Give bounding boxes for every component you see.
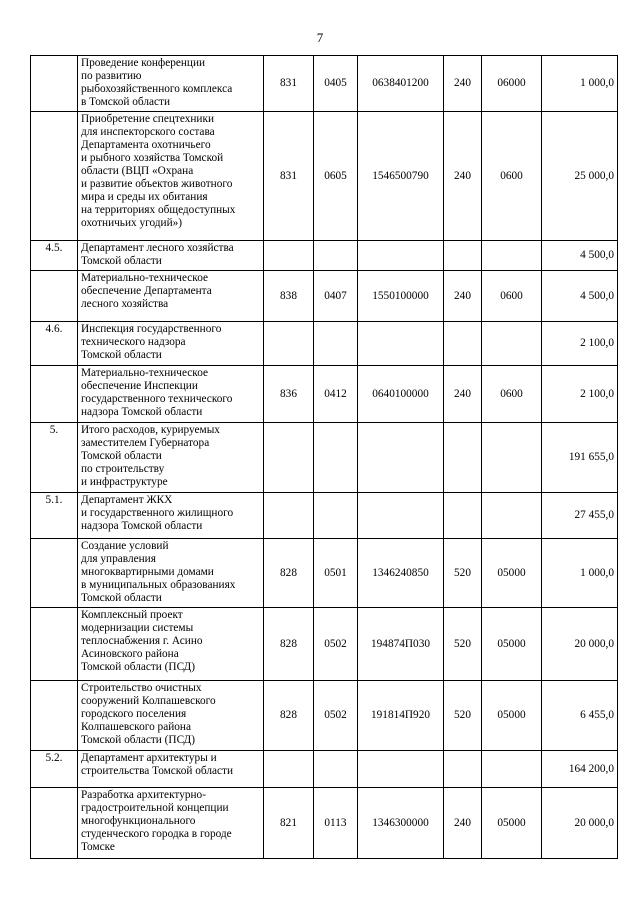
ministry-code-cell: 828 bbox=[264, 608, 314, 681]
item-name-cell bbox=[78, 322, 264, 366]
item-name-line: Томской области (ПСД) bbox=[81, 661, 196, 673]
item-name-line: Колпашевского района bbox=[81, 721, 191, 733]
item-name-line: Материально-техническое bbox=[81, 272, 209, 284]
section-code-cell: 0605 bbox=[314, 112, 358, 241]
table-row bbox=[31, 423, 618, 493]
item-name-line: студенческого городка в городе bbox=[81, 828, 232, 840]
amount-cell: 20 000,0 bbox=[542, 608, 618, 681]
item-name-line: Материально-техническое bbox=[81, 367, 209, 379]
target-item-cell bbox=[358, 241, 444, 271]
item-name-line: по развитию bbox=[81, 70, 142, 82]
budget-table bbox=[30, 55, 618, 859]
item-name-line: Итого расходов, курируемых bbox=[81, 424, 220, 436]
item-name-line: строительства Томской области bbox=[81, 765, 233, 777]
item-name-line: Департамента охотничьего bbox=[81, 139, 211, 151]
ministry-code-cell: 838 bbox=[264, 271, 314, 322]
target-item-cell: 0638401200 bbox=[358, 56, 444, 112]
item-name-line: Инспекция государственного bbox=[81, 323, 222, 335]
row-number-cell bbox=[31, 608, 78, 681]
expense-type-cell: 520 bbox=[444, 608, 482, 681]
row-number-cell bbox=[31, 788, 78, 859]
item-name-line: лесного хозяйства bbox=[81, 298, 169, 310]
amount-cell: 1 000,0 bbox=[542, 539, 618, 608]
table-row bbox=[31, 751, 618, 788]
item-name-cell bbox=[78, 366, 264, 423]
amount-cell: 164 200,0 bbox=[542, 751, 618, 788]
table-row bbox=[31, 493, 618, 539]
item-name-line: и рыбного хозяйства Томской bbox=[81, 152, 224, 164]
table-row bbox=[31, 366, 618, 423]
row-number-cell: 5.1. bbox=[31, 493, 78, 539]
ministry-code-cell: 831 bbox=[264, 112, 314, 241]
item-name-line: Строительство очистных bbox=[81, 682, 202, 694]
amount-cell: 2 100,0 bbox=[542, 322, 618, 366]
item-name-line: области (ВЦП «Охрана bbox=[81, 165, 194, 177]
target-item-cell: 191814П920 bbox=[358, 681, 444, 751]
item-name-cell bbox=[78, 608, 264, 681]
target-item-cell bbox=[358, 423, 444, 493]
amount-cell: 4 500,0 bbox=[542, 271, 618, 322]
item-name-line: Департамент архитектуры и bbox=[81, 752, 217, 764]
table-row bbox=[31, 539, 618, 608]
kosgu-cell bbox=[482, 493, 542, 539]
section-code-cell bbox=[314, 322, 358, 366]
ministry-code-cell bbox=[264, 322, 314, 366]
row-number-cell: 5.2. bbox=[31, 751, 78, 788]
amount-cell: 27 455,0 bbox=[542, 493, 618, 539]
item-name-line: сооружений Колпашевского bbox=[81, 695, 216, 707]
item-name-line: технического надзора bbox=[81, 336, 186, 348]
amount-cell: 1 000,0 bbox=[542, 56, 618, 112]
item-name-line: и развитие объектов животного bbox=[81, 178, 233, 190]
table-row bbox=[31, 241, 618, 271]
section-code-cell: 0405 bbox=[314, 56, 358, 112]
item-name-line: многоквартирными домами bbox=[81, 566, 214, 578]
item-name-line: Томской области bbox=[81, 349, 162, 361]
amount-cell: 6 455,0 bbox=[542, 681, 618, 751]
item-name-line: обеспечение Департамента bbox=[81, 285, 212, 297]
expense-type-cell: 520 bbox=[444, 539, 482, 608]
item-name-line: градостроительной концепции bbox=[81, 802, 229, 814]
kosgu-cell: 05000 bbox=[482, 539, 542, 608]
row-number-cell bbox=[31, 681, 78, 751]
item-name-line: надзора Томской области bbox=[81, 520, 203, 532]
ministry-code-cell: 836 bbox=[264, 366, 314, 423]
expense-type-cell bbox=[444, 493, 482, 539]
item-name-line: Асиновского района bbox=[81, 648, 179, 660]
ministry-code-cell bbox=[264, 423, 314, 493]
section-code-cell bbox=[314, 423, 358, 493]
kosgu-cell: 0600 bbox=[482, 366, 542, 423]
table-row bbox=[31, 788, 618, 859]
target-item-cell: 1546500790 bbox=[358, 112, 444, 241]
table-row bbox=[31, 271, 618, 322]
section-code-cell: 0113 bbox=[314, 788, 358, 859]
expense-type-cell bbox=[444, 322, 482, 366]
amount-cell: 25 000,0 bbox=[542, 112, 618, 241]
item-name-line: Томске bbox=[81, 841, 115, 853]
expense-type-cell: 240 bbox=[444, 112, 482, 241]
amount-cell: 20 000,0 bbox=[542, 788, 618, 859]
item-name-line: заместителем Губернатора bbox=[81, 437, 210, 449]
expense-type-cell: 240 bbox=[444, 366, 482, 423]
item-name-cell bbox=[78, 56, 264, 112]
item-name-line: модернизации системы bbox=[81, 622, 194, 634]
item-name-cell bbox=[78, 788, 264, 859]
ministry-code-cell: 821 bbox=[264, 788, 314, 859]
kosgu-cell: 0600 bbox=[482, 112, 542, 241]
expense-type-cell: 240 bbox=[444, 56, 482, 112]
item-name-line: надзора Томской области bbox=[81, 406, 203, 418]
target-item-cell: 1346300000 bbox=[358, 788, 444, 859]
target-item-cell: 0640100000 bbox=[358, 366, 444, 423]
section-code-cell: 0501 bbox=[314, 539, 358, 608]
target-item-cell: 194874П030 bbox=[358, 608, 444, 681]
expense-type-cell bbox=[444, 751, 482, 788]
target-item-cell bbox=[358, 493, 444, 539]
item-name-line: мира и среды их обитания bbox=[81, 191, 208, 203]
row-number-cell: 4.5. bbox=[31, 241, 78, 271]
item-name-line: Томской области bbox=[81, 255, 162, 267]
section-code-cell: 0407 bbox=[314, 271, 358, 322]
target-item-cell bbox=[358, 751, 444, 788]
item-name-line: и инфраструктуре bbox=[81, 476, 168, 488]
item-name-cell bbox=[78, 112, 264, 241]
item-name-line: Приобретение спецтехники bbox=[81, 113, 214, 125]
kosgu-cell bbox=[482, 423, 542, 493]
item-name-line: Томской области bbox=[81, 592, 162, 604]
item-name-line: охотничьих угодий») bbox=[81, 217, 183, 229]
item-name-line: многофункционального bbox=[81, 815, 196, 827]
item-name-line: Проведение конференции bbox=[81, 57, 206, 69]
item-name-line: и государственного жилищного bbox=[81, 507, 234, 519]
kosgu-cell: 0600 bbox=[482, 271, 542, 322]
item-name-line: Томской области (ПСД) bbox=[81, 734, 196, 746]
expense-type-cell: 520 bbox=[444, 681, 482, 751]
item-name-line: обеспечение Инспекции bbox=[81, 380, 198, 392]
item-name-line: для управления bbox=[81, 553, 156, 565]
section-code-cell bbox=[314, 751, 358, 788]
item-name-cell bbox=[78, 751, 264, 788]
expense-type-cell bbox=[444, 241, 482, 271]
target-item-cell: 1550100000 bbox=[358, 271, 444, 322]
kosgu-cell bbox=[482, 322, 542, 366]
row-number-cell bbox=[31, 366, 78, 423]
item-name-line: городского поселения bbox=[81, 708, 187, 720]
item-name-line: Департамент ЖКХ bbox=[81, 494, 173, 506]
item-name-line: для инспекторского состава bbox=[81, 126, 215, 138]
item-name-cell bbox=[78, 681, 264, 751]
row-number-cell: 5. bbox=[31, 423, 78, 493]
target-item-cell: 1346240850 bbox=[358, 539, 444, 608]
row-number-cell bbox=[31, 539, 78, 608]
table-row bbox=[31, 681, 618, 751]
kosgu-cell: 05000 bbox=[482, 681, 542, 751]
item-name-line: Комплексный проект bbox=[81, 609, 183, 621]
item-name-line: Томской области bbox=[81, 450, 162, 462]
amount-cell: 4 500,0 bbox=[542, 241, 618, 271]
ministry-code-cell: 831 bbox=[264, 56, 314, 112]
item-name-line: в муниципальных образованиях bbox=[81, 579, 236, 591]
table-row bbox=[31, 56, 618, 112]
expense-type-cell bbox=[444, 423, 482, 493]
expense-type-cell: 240 bbox=[444, 271, 482, 322]
kosgu-cell bbox=[482, 751, 542, 788]
table-row bbox=[31, 112, 618, 241]
item-name-cell bbox=[78, 539, 264, 608]
expense-type-cell: 240 bbox=[444, 788, 482, 859]
page-number: 7 bbox=[316, 30, 324, 45]
section-code-cell: 0502 bbox=[314, 681, 358, 751]
item-name-line: государственного технического bbox=[81, 393, 233, 405]
row-number-cell bbox=[31, 271, 78, 322]
table-row bbox=[31, 322, 618, 366]
item-name-line: Создание условий bbox=[81, 540, 169, 552]
kosgu-cell: 05000 bbox=[482, 788, 542, 859]
amount-cell: 2 100,0 bbox=[542, 366, 618, 423]
section-code-cell bbox=[314, 493, 358, 539]
amount-cell: 191 655,0 bbox=[542, 423, 618, 493]
table-row bbox=[31, 608, 618, 681]
section-code-cell bbox=[314, 241, 358, 271]
kosgu-cell: 06000 bbox=[482, 56, 542, 112]
item-name-cell bbox=[78, 493, 264, 539]
item-name-line: теплоснабжения г. Асино bbox=[81, 635, 203, 647]
ministry-code-cell: 828 bbox=[264, 681, 314, 751]
item-name-line: на территориях общедоступных bbox=[81, 204, 236, 216]
row-number-cell bbox=[31, 112, 78, 241]
ministry-code-cell bbox=[264, 493, 314, 539]
item-name-line: в Томской области bbox=[81, 96, 171, 108]
row-number-cell bbox=[31, 56, 78, 112]
item-name-cell bbox=[78, 271, 264, 322]
ministry-code-cell: 828 bbox=[264, 539, 314, 608]
ministry-code-cell bbox=[264, 241, 314, 271]
item-name-cell bbox=[78, 423, 264, 493]
section-code-cell: 0502 bbox=[314, 608, 358, 681]
item-name-line: Департамент лесного хозяйства bbox=[81, 242, 234, 254]
section-code-cell: 0412 bbox=[314, 366, 358, 423]
item-name-line: Разработка архитектурно- bbox=[81, 789, 206, 801]
kosgu-cell bbox=[482, 241, 542, 271]
kosgu-cell: 05000 bbox=[482, 608, 542, 681]
item-name-cell bbox=[78, 241, 264, 271]
target-item-cell bbox=[358, 322, 444, 366]
row-number-cell: 4.6. bbox=[31, 322, 78, 366]
ministry-code-cell bbox=[264, 751, 314, 788]
item-name-line: по строительству bbox=[81, 463, 165, 475]
item-name-line: рыбохозяйственного комплекса bbox=[81, 83, 233, 95]
